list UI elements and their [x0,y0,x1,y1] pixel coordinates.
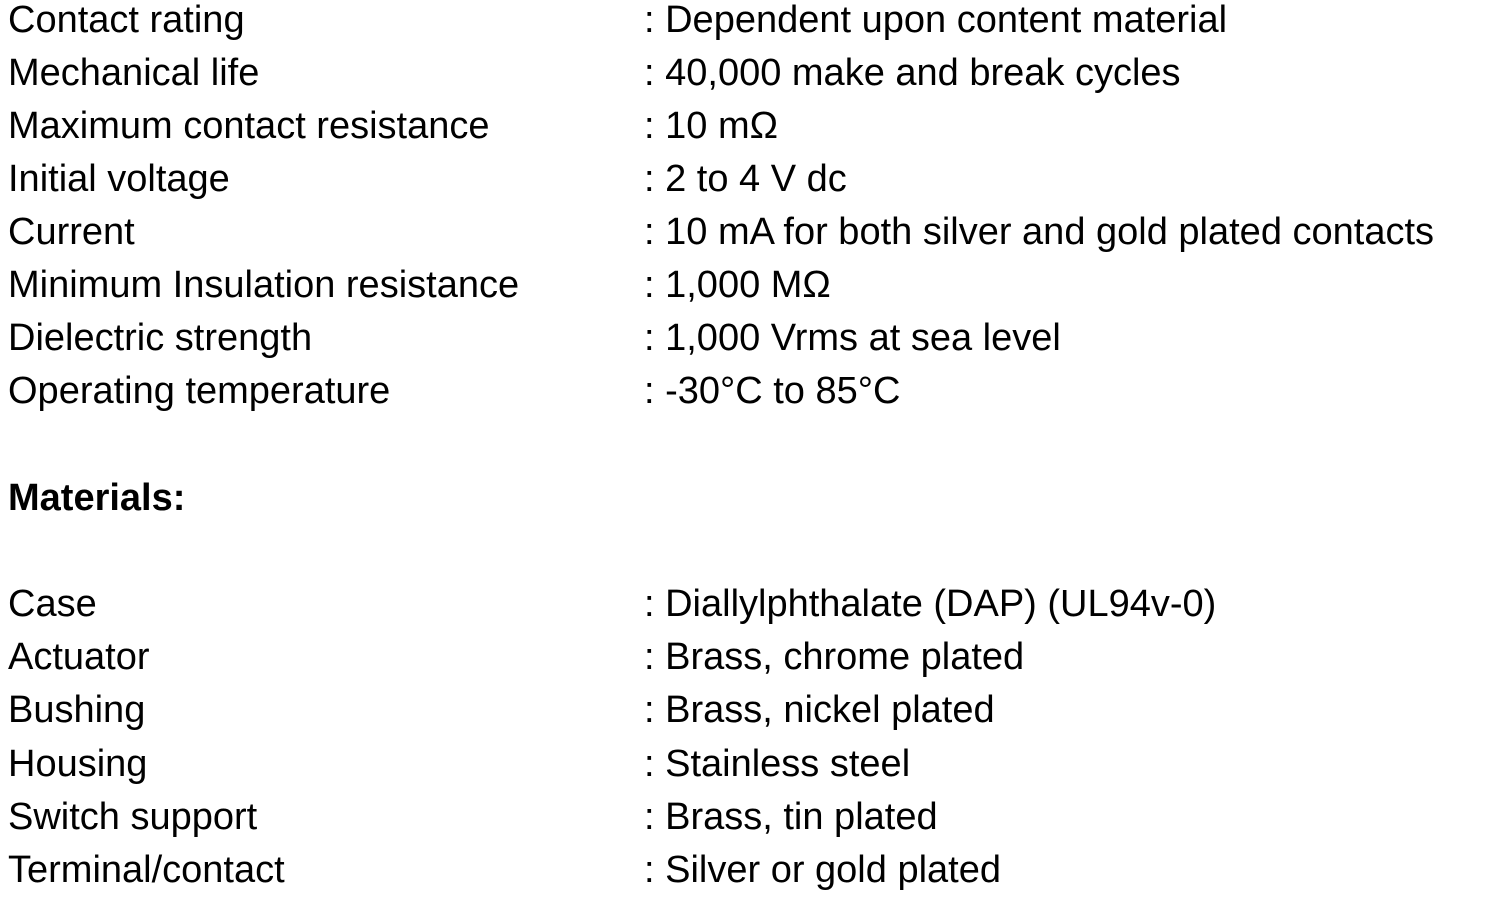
material-value: : Brass, chrome plated [644,636,1025,678]
spec-row-insulation-resistance [0,259,1488,312]
material-row-housing [0,738,1488,791]
spec-value: : Dependent upon content material [644,0,1228,41]
spec-row-mechanical-life [0,47,1488,100]
material-label: Switch support [8,796,258,838]
material-row-case [0,578,1488,631]
material-label: Terminal/contact [8,849,285,891]
material-label: Actuator [8,636,150,678]
spec-row-contact-rating [0,0,1488,47]
spec-row-dielectric-strength [0,312,1488,365]
spec-value: : -30°C to 85°C [644,370,901,412]
material-row-terminal-contact [0,844,1488,897]
material-row-actuator [0,631,1488,684]
spec-value: : 40,000 make and break cycles [644,52,1181,94]
material-label: Case [8,583,97,625]
material-row-switch-support [0,791,1488,844]
spec-label: Initial voltage [8,158,230,200]
spec-label: Dielectric strength [8,317,313,359]
material-value: : Silver or gold plated [644,849,1001,891]
spec-label: Operating temperature [8,370,391,412]
spec-value: : 1,000 MΩ [644,264,831,306]
spec-label: Maximum contact resistance [8,105,490,147]
spec-row-current [0,206,1488,259]
material-value: : Brass, nickel plated [644,689,995,731]
spec-value: : 1,000 Vrms at sea level [644,317,1061,359]
material-value: : Diallylphthalate (DAP) (UL94v-0) [644,583,1217,625]
spec-label: Current [8,211,135,253]
materials-heading: Materials: [8,477,186,519]
spec-row-operating-temperature [0,365,1488,418]
material-label: Bushing [8,689,146,731]
spec-label: Minimum Insulation resistance [8,264,520,306]
spec-value: : 2 to 4 V dc [644,158,847,200]
material-value: : Brass, tin plated [644,796,938,838]
spec-row-max-contact-resistance [0,100,1488,153]
spec-label: Mechanical life [8,52,260,94]
material-row-bushing [0,684,1488,737]
spec-label: Contact rating [8,0,245,41]
material-label: Housing [8,743,148,785]
spec-value: : 10 mΩ [644,105,779,147]
spec-value: : 10 mA for both silver and gold plated contacts [644,211,1435,253]
spec-row-initial-voltage [0,153,1488,206]
material-value: : Stainless steel [644,743,911,785]
